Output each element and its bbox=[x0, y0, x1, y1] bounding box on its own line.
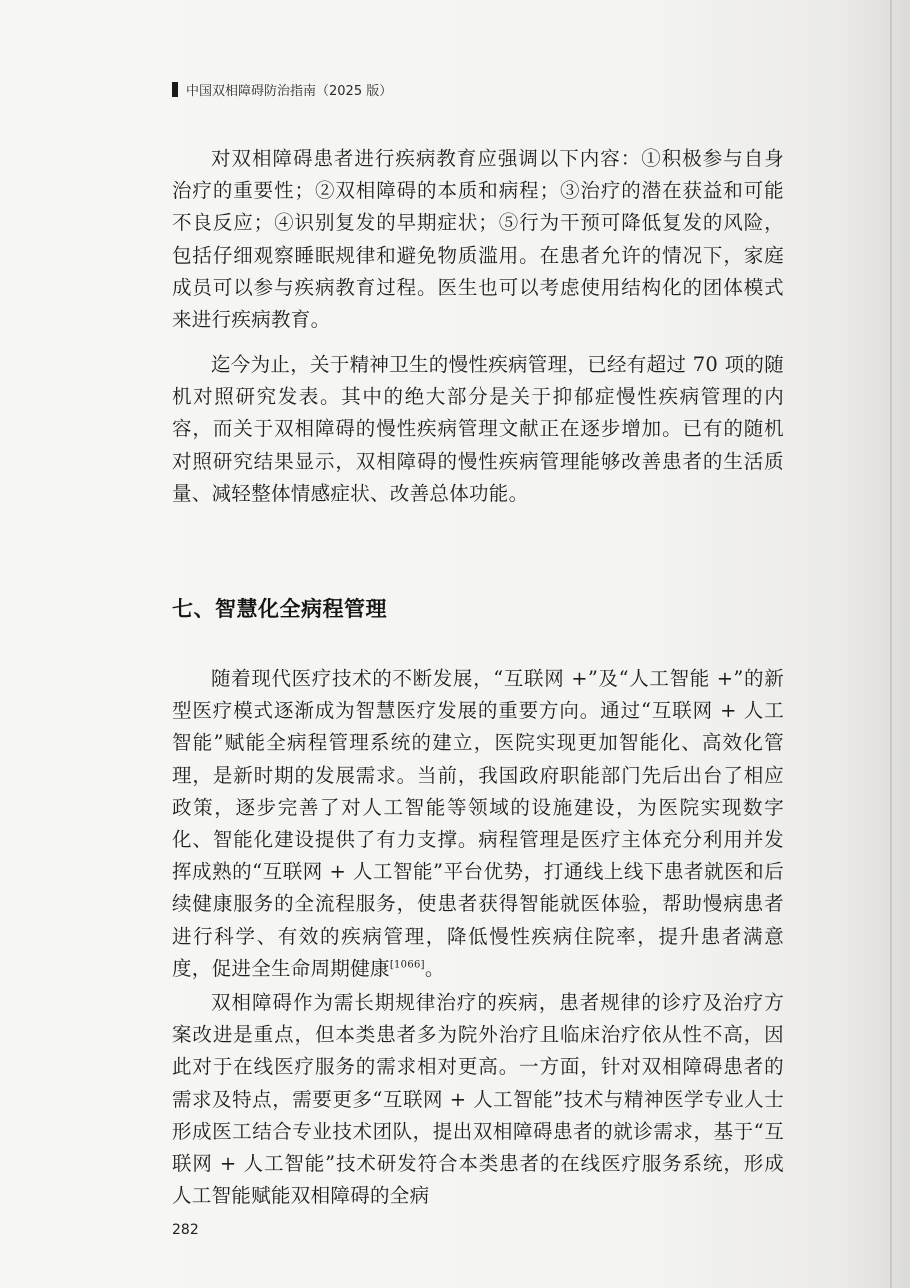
page-edge-shadow bbox=[890, 0, 892, 1288]
paragraph-disease-education: 对双相障碍患者进行疾病教育应强调以下内容：①积极参与自身治疗的重要性；②双相障碍的本质和病程；③治疗的潜在获益和可能不良反应；④识别复发的早期症状；⑤行为干预可降低复发的风险，包括仔细观察睡眠规律和避免物质滥用。在患者允许的情况下，家庭成员可以参与疾病教育过程。医生也可以考虑使用结构化的团体模式来进行疾病教育。 bbox=[172, 147, 784, 332]
running-title: 中国双相障碍防治指南（2025 版） bbox=[186, 84, 393, 99]
text-block-1 bbox=[172, 143, 784, 336]
section-heading: 七、智慧化全病程管理 bbox=[172, 597, 387, 621]
paragraph-smart-healthcare bbox=[172, 663, 784, 985]
page-number: 282 bbox=[172, 1222, 199, 1238]
text-block-2 bbox=[172, 349, 784, 510]
text-block-3 bbox=[172, 663, 784, 985]
citation-ref: [1066] bbox=[389, 959, 425, 971]
paragraph-smart-healthcare-text: 随着现代医疗技术的不断发展，“互联网 +”及“人工智能 +”的新型医疗模式逐渐成为智慧医疗发展的重要方向。通过“互联网 + 人工智能”赋能全病程管理系统的建立，医院实现更加智能化、高效化管理，是新时期的发展需求。当前，我国政府职能部门先后出台了相应政策，逐步完善了对人工智能等领域的设施建设，为医院实现数字化、智能化建设提供了有力支撑。病程管理是医疗主体充分利用并发挥成熟的“互联网 + 人工智能”平台优势，打通线上线下患者就医和后续健康服务的全流程服务，使患者获得智能就医体验，帮助慢病患者进行科学、有效的疾病管理，降低慢性疾病住院率，提升患者满意度，促进全生命周期健康 bbox=[172, 667, 784, 980]
text-block-4 bbox=[172, 987, 784, 1212]
paragraph-end-mark: 。 bbox=[424, 956, 445, 980]
paragraph-online-services: 双相障碍作为需长期规律治疗的疾病，患者规律的诊疗及治疗方案改进是重点，但本类患者多为院外治疗且临床治疗依从性不高，因此对于在线医疗服务的需求相对更高。一方面，针对双相障碍患者的需求及特点，需要更多“互联网 + 人工智能”技术与精神医学专业人士形成医工结合专业技术团队，提出双相障碍患者的就诊需求，基于“互联网 + 人工智能”技术研发符合本类患者的在线医疗服务系统，形成人工智能赋能双相障碍的全病 bbox=[172, 991, 784, 1208]
header-bar-icon bbox=[172, 82, 178, 97]
running-header bbox=[172, 80, 392, 99]
paragraph-chronic-management: 迄今为止，关于精神卫生的慢性疾病管理，已经有超过 70 项的随机对照研究发表。其中的绝大部分是关于抑郁症慢性疾病管理的内容，而关于双相障碍的慢性疾病管理文献正在逐步增加。已有的随机对照研究结果显示，双相障碍的慢性疾病管理能够改善患者的生活质量、减轻整体情感症状、改善总体功能。 bbox=[172, 353, 785, 505]
